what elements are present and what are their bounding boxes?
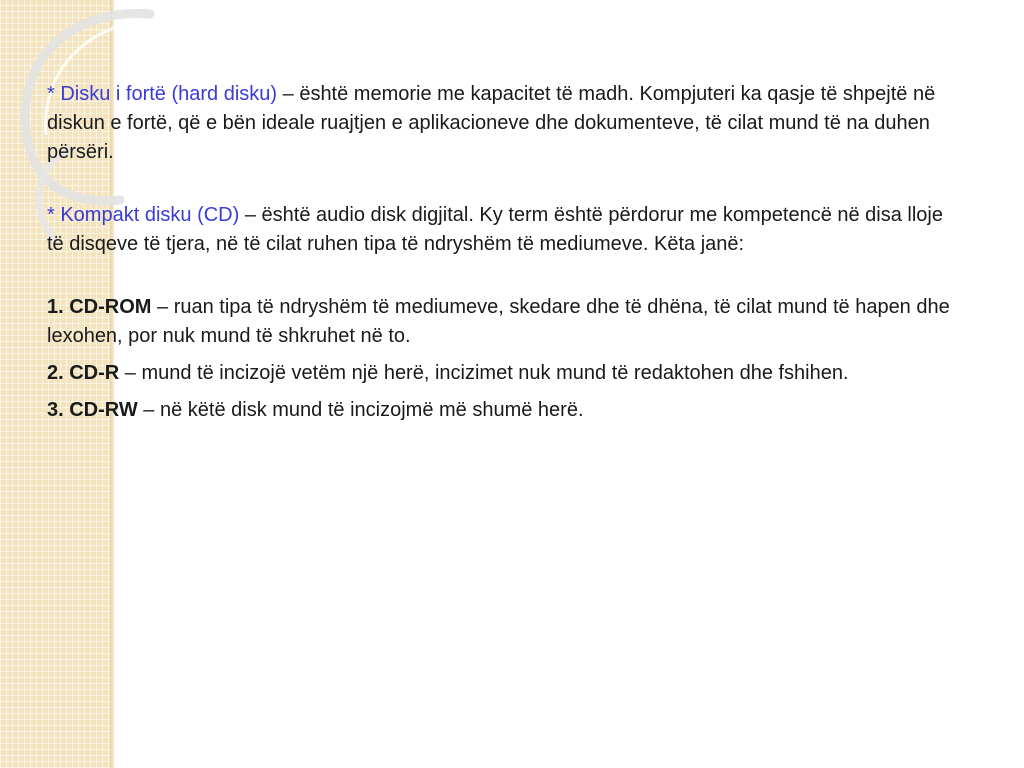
compact-disk-text: – është audio disk digjital. Ky term është përdorur me kompetencë në disa lloje të disqeve të tjera, në të cilat ruhen tipa të ndryshëm të mediumeve. Këta janë: (47, 204, 943, 255)
cd-r-term: 2. CD-R (47, 362, 120, 384)
hard-disk-text: – është memorie me kapacitet të madh. Kompjuteri ka qasje të shpejtë në diskun e fortë, që e bën ideale ruajtjen e aplikacioneve dhe dokumenteve, të cilat mund të na duhen përsëri. (47, 83, 936, 163)
cd-rw-desc: – në këtë disk mund të incizojmë më shumë herë. (137, 399, 584, 421)
cd-rw-term: 3. CD-RW (47, 399, 138, 421)
list-item-cd-r (47, 359, 957, 388)
paragraph-hard-disk (47, 80, 957, 167)
cd-r-desc: – mund të incizojë vetëm një herë, incizimet nuk mund të redaktohen dhe fshihen. (119, 362, 849, 384)
list-item-cd-rom (47, 293, 957, 351)
paragraph-compact-disk (47, 201, 957, 259)
cd-rom-desc: – ruan tipa të ndryshëm të mediumeve, skedare dhe të dhëna, të cilat mund të hapen dhe lexohen, por nuk mund të shkruhet në to. (47, 296, 950, 347)
slide-content (47, 80, 957, 425)
cd-rom-term: 1. CD-ROM (47, 296, 152, 318)
hard-disk-heading: * Disku i fortë (hard disku) (47, 83, 278, 105)
compact-disk-heading: * Kompakt disku (CD) (47, 204, 240, 226)
list-item-cd-rw (47, 396, 957, 425)
